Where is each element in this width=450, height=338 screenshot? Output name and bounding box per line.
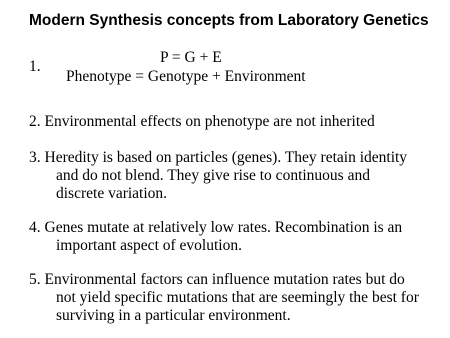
list-item-5-line-2: not yield specific mutations that are seemingly the best for [56,289,419,306]
formula: P = G + E [160,49,222,66]
list-item-4 [29,219,402,255]
formula-explanation: Phenotype = Genotype + Environment [66,68,306,85]
list-item-3-line-2: and do not blend. They give rise to continuous and [56,167,370,184]
list-item-3-line-1: 3. Heredity is based on particles (genes). They retain identity [29,149,408,166]
list-item-4-line-1: 4. Genes mutate at relatively low rates. Recombination is an [29,219,403,236]
list-item-5-line-3: surviving in a particular environment. [56,307,291,324]
list-item-2 [29,113,375,131]
item-1-number: 1. [29,58,41,75]
list-item-5-line-1: 5. Environmental factors can influence mutation rates but do [29,271,405,288]
list-item-5 [29,271,419,325]
list-item-4-line-2: important aspect of evolution. [56,237,242,254]
list-item-2-line-1: 2. Environmental effects on phenotype are not inherited [29,113,375,130]
list-item-3 [29,149,407,203]
list-item-3-line-3: discrete variation. [56,185,168,202]
slide-title: Modern Synthesis concepts from Laboratory Genetics [29,12,429,29]
